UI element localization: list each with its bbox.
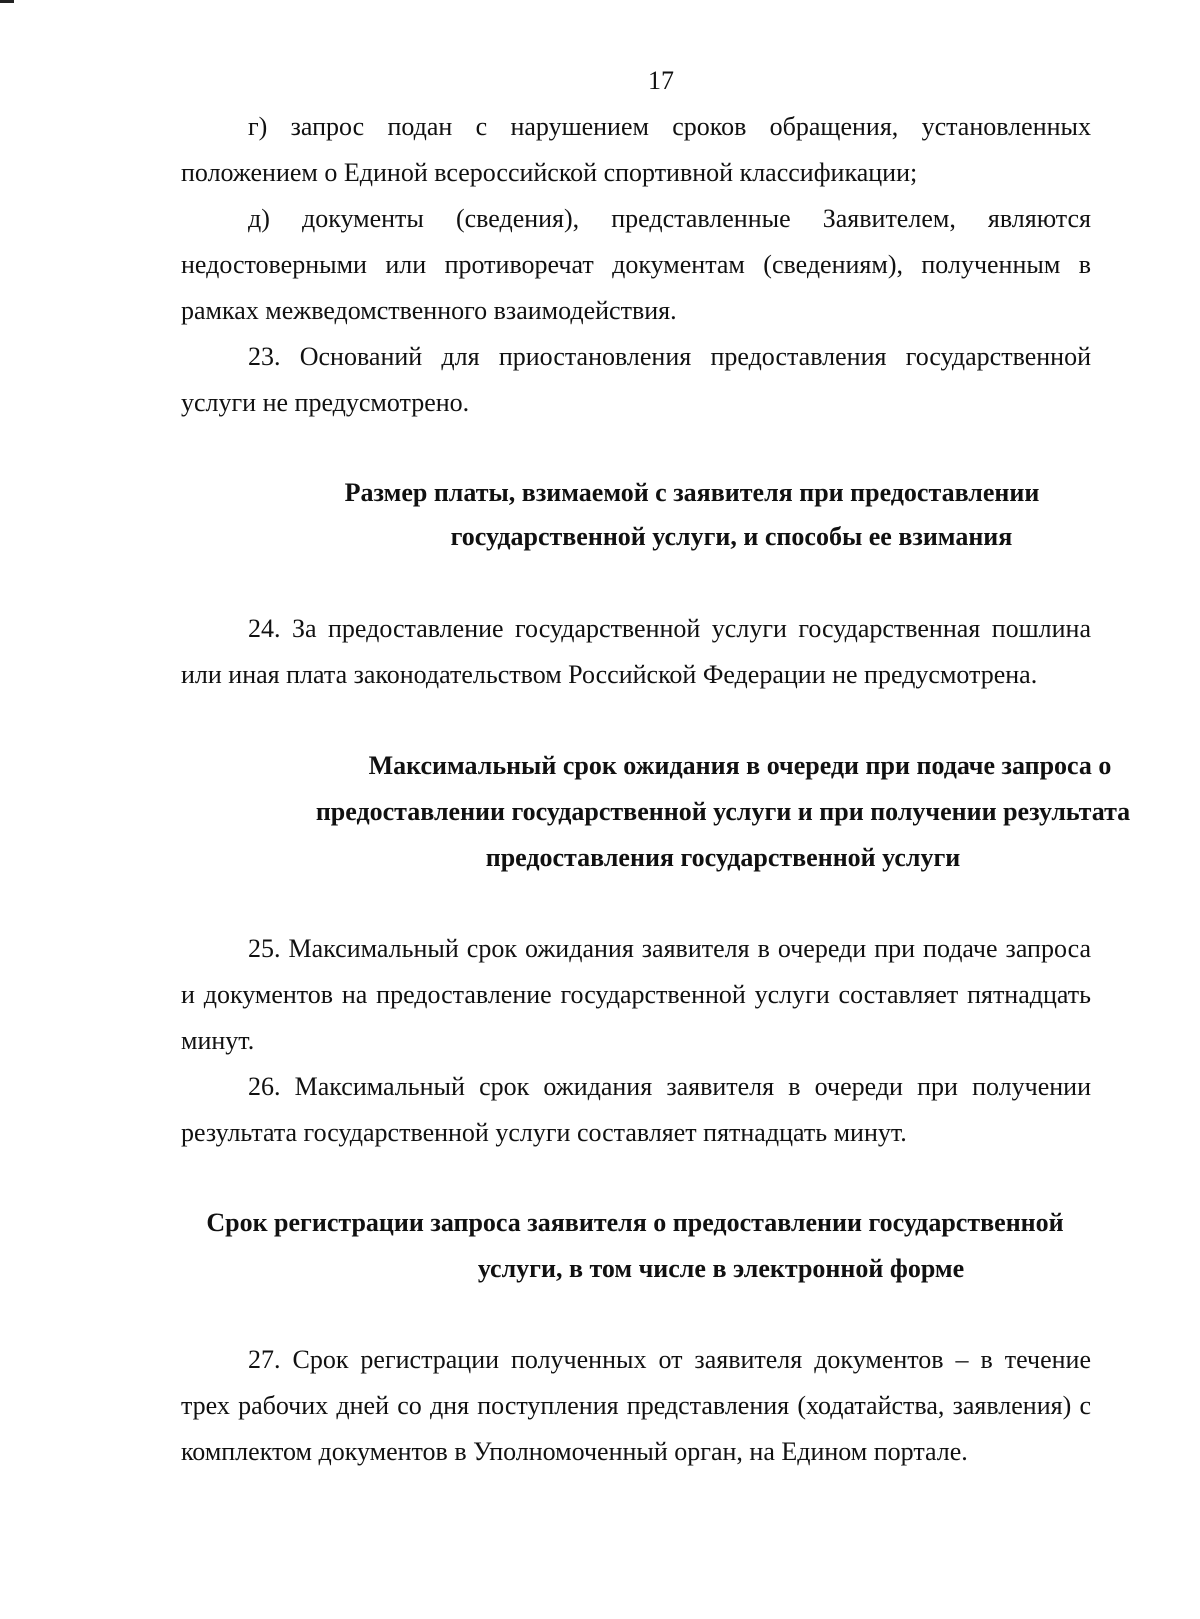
- heading-fee-line-2: государственной услуги, и способы ее взимания: [450, 522, 1013, 551]
- paragraph-24: 24. За предоставление государственной услуги государственная пошлина или иная плата законодательством Российской Федерации не предусмотрена.: [181, 614, 1091, 689]
- paragraph-26: 26. Максимальный срок ожидания заявителя в очереди при получении результата государственной услуги составляет пятнадцать минут.: [181, 1072, 1091, 1147]
- heading-fee-line-1: Размер платы, взимаемой с заявителя при предоставлении: [344, 478, 1040, 507]
- paragraph-clause-d: д) документы (сведения), представленные Заявителем, являются недостоверными или противоречат документам (сведениям), полученным в рамках межведомственного взаимодействия.: [181, 204, 1091, 325]
- document-body-top: [181, 104, 1091, 426]
- heading-queue-line-1: Максимальный срок ожидания в очереди при подаче запроса о: [368, 751, 1112, 780]
- paragraph-25: 25. Максимальный срок ожидания заявителя в очереди при подаче запроса и документов на предоставление государственной услуги составляет пятнадцать минут.: [181, 934, 1091, 1055]
- document-body-queue: [181, 926, 1091, 1156]
- document-body-registration: [181, 1337, 1091, 1475]
- paragraph-23: 23. Оснований для приостановления предоставления государственной услуги не предусмотрено.: [181, 342, 1091, 417]
- scan-corner-mark: [0, 0, 14, 3]
- document-body-fee: [181, 606, 1091, 698]
- heading-queue-line-2: предоставлении государственной услуги и при получении результата: [315, 797, 1131, 826]
- heading-queue-line-3: предоставления государственной услуги: [485, 843, 961, 872]
- page-number: 17: [648, 66, 674, 95]
- paragraph-27: 27. Срок регистрации полученных от заявителя документов – в течение трех рабочих дней со дня поступления представления (ходатайства, заявления) с комплектом документов в Уполномоченный орган, на Едином портале.: [181, 1345, 1091, 1466]
- heading-registration-line-2: услуги, в том числе в электронной форме: [477, 1254, 965, 1283]
- paragraph-clause-g: г) запрос подан с нарушением сроков обращения, установленных положением о Единой всероссийской спортивной классификации;: [181, 112, 1091, 187]
- heading-registration-line-1: Срок регистрации запроса заявителя о предоставлении государственной: [206, 1208, 1064, 1237]
